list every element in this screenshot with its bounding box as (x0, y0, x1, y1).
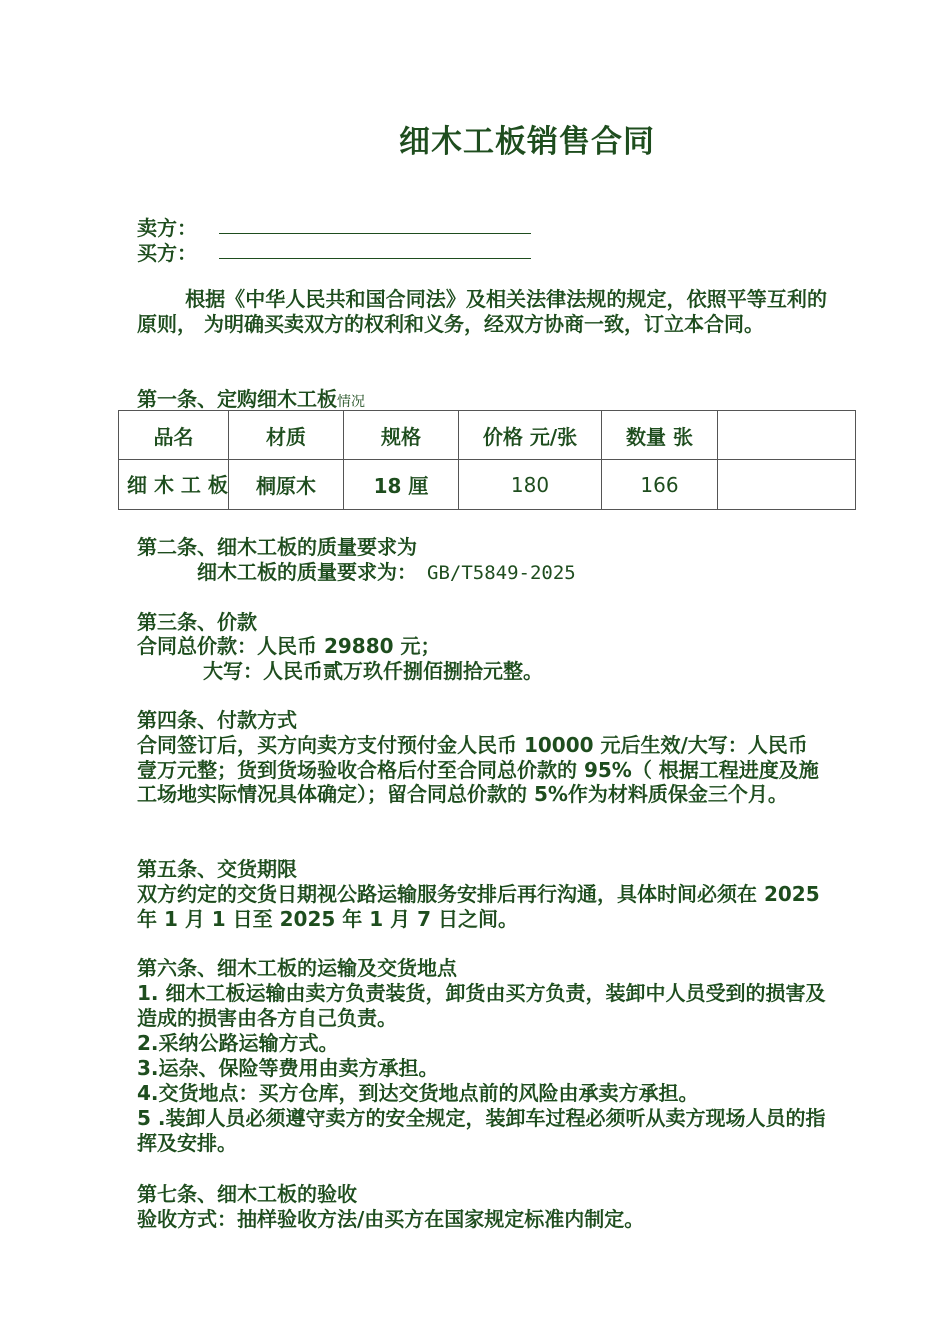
seller-blank-line (219, 233, 531, 234)
table-header-row (119, 411, 856, 460)
total-price-capital-line: 大写：人民币贰万玖仟捌佰捌拾元整。 (203, 659, 543, 683)
section-1-heading-suffix: 情况 (337, 394, 365, 410)
table-cell-quantity: 166 (602, 460, 718, 510)
transport-item-4: 4.交货地点：买方仓库，到达交货地点前的风险由承卖方承担。 (137, 1081, 699, 1105)
total-price-line: 合同总价款：人民币 29880 元； (137, 634, 441, 658)
buyer-label: 买方： (137, 241, 197, 265)
buyer-field (137, 237, 197, 266)
section-4-heading: 第四条、付款方式 (137, 708, 297, 732)
table-cell-product: 细 木 工 板 (119, 460, 229, 510)
section-7-heading: 第七条、细木工板的验收 (137, 1182, 357, 1206)
table-header-cell: 品名 (119, 411, 229, 460)
intro-paragraph (137, 287, 827, 336)
table-cell-spec: 18 厘 (344, 460, 459, 510)
acceptance-line: 验收方式：抽样验收方法/由买方在国家规定标准内制定。 (137, 1207, 645, 1231)
transport-item-2: 2.采纳公路运输方式。 (137, 1031, 339, 1055)
buyer-blank-line (219, 258, 531, 259)
table-header-cell: 材质 (229, 411, 344, 460)
product-table (118, 410, 856, 510)
intro-text: 根据《中华人民共和国合同法》及相关法律法规的规定，依照平等互利的原则， 为明确买卖双方的权利和义务，经双方协商一致，订立本合同。 (137, 287, 827, 336)
seller-label: 卖方： (137, 216, 197, 240)
payment-paragraph: 合同签订后，买方向卖方支付预付金人民币 10000 元后生效/大写：人民币壹万元整；货到货场验收合格后付至合同总价款的 95%（ 根据工程进度及施工场地实际情况具体确定）；留合同总价款的 5%作为材料质保金三个月。 (137, 733, 819, 806)
table-header-cell: 价格 元/张 (459, 411, 602, 460)
section-1-heading-text: 第一条、定购细木工板 (137, 387, 337, 411)
transport-item-3: 3.运杂、保险等费用由卖方承担。 (137, 1056, 439, 1080)
table-row (119, 460, 856, 510)
section-5-heading: 第五条、交货期限 (137, 857, 297, 881)
table-cell-material: 桐原木 (229, 460, 344, 510)
delivery-term-paragraph: 双方约定的交货日期视公路运输服务安排后再行沟通，具体时间必须在 2025 年 1 月 1 日至 2025 年 1 月 7 日之间。 (137, 882, 820, 931)
transport-item-1: 1. 细木工板运输由卖方负责装货，卸货由买方负责，装卸中人员受到的损害及造成的损害由各方自己负责。 (137, 981, 826, 1030)
table-cell-price: 180 (459, 460, 602, 510)
section-2-heading: 第二条、细木工板的质量要求为 (137, 535, 417, 559)
section-3-heading: 第三条、价款 (137, 610, 257, 634)
table-cell-empty (718, 460, 856, 510)
document-title: 细木工板销售合同 (399, 124, 655, 160)
quality-label: 细木工板的质量要求为： (197, 560, 417, 584)
transport-item-5: 5 .装卸人员必须遵守卖方的安全规定，装卸车过程必须听从卖方现场人员的指挥及安排。 (137, 1106, 826, 1155)
quality-standard: GB/T5849-2025 (427, 562, 576, 584)
table-header-cell: 规格 (344, 411, 459, 460)
section-6-heading: 第六条、细木工板的运输及交货地点 (137, 956, 457, 980)
table-header-cell (718, 411, 856, 460)
section-2-line (197, 560, 887, 586)
table-header-cell: 数量 张 (602, 411, 718, 460)
